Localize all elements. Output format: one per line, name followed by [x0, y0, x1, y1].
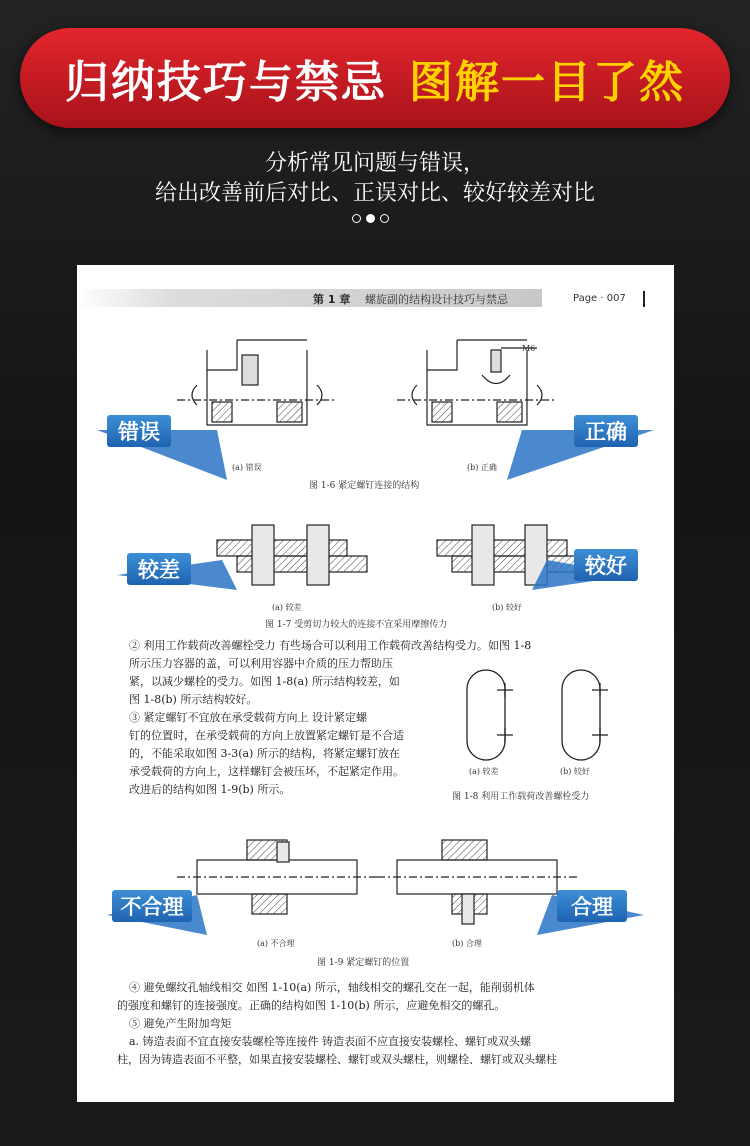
paragraph-2-line: 图 1-8(b) 所示结构较好。 [129, 693, 258, 706]
paragraph-2-line: 所示压力容器的盖，可以利用容器中介质的压力帮助压 [129, 657, 393, 670]
fig18-label-a: (a) 较差 [469, 767, 499, 776]
paragraph-3-line: 钉的位置时，在承受载荷的方向上放置紧定螺钉是不合适 [129, 729, 404, 742]
tag-better: 较好 [574, 549, 638, 581]
page-number-bar [643, 291, 645, 307]
paragraph-4-line: ④ 避免螺纹孔轴线相交 如图 1-10(a) 所示，轴线相交的螺孔交在一起，能削弱机体 [129, 981, 535, 994]
fig17-label-b: (b) 较好 [492, 603, 522, 612]
paragraph-5-line: a. 铸造表面不宜直接安装螺栓等连接件 铸造表面不应直接安装螺栓、螺钉或双头螺 [129, 1035, 532, 1048]
fig16-label-a: (a) 错误 [232, 463, 262, 472]
fig17-caption: 图 1-7 受剪切力较大的连接不宜采用摩擦传力 [265, 620, 448, 630]
chapter-title: 螺旋副的结构设计技巧与禁忌 [365, 293, 508, 306]
fig19-label-a: (a) 不合理 [257, 939, 295, 948]
tag-worse: 较差 [127, 553, 191, 585]
carousel-dot[interactable] [352, 214, 361, 223]
carousel-dot[interactable] [380, 214, 389, 223]
figure-1-9 [77, 820, 674, 950]
fig17-label-a: (a) 较差 [272, 603, 302, 612]
fig19-label-b: (b) 合理 [452, 939, 482, 948]
tag-unreasonable: 不合理 [112, 890, 192, 922]
figure-1-8 [457, 665, 627, 765]
promo-banner [20, 28, 730, 128]
paragraph-3-line: 改进后的结构如图 1-9(b) 所示。 [129, 783, 291, 796]
paragraph-3-line: 的，不能采取如图 3-3(a) 所示的结构，将紧定螺钉放在 [129, 747, 400, 760]
subtitle-line-2: 给出改善前后对比、正误对比、较好较差对比 [154, 181, 595, 206]
banner-title: 归纳技巧与禁忌 [65, 57, 387, 108]
fig16-m6-label: M6 [522, 344, 536, 353]
paragraph-2-line: ② 利用工作载荷改善螺栓受力 有些场合可以利用工作载荷改善结构受力。如图 1-8 [129, 639, 532, 652]
fig18-caption: 图 1-8 利用工作载荷改善螺栓受力 [452, 792, 590, 802]
fig16-label-b: (b) 正确 [467, 463, 497, 472]
fig19-caption: 图 1-9 紧定螺钉的位置 [317, 958, 410, 968]
fig16-caption: 图 1-6 紧定螺钉连接的结构 [309, 481, 420, 491]
paragraph-2-line: 紧，以减少螺栓的受力。如图 1-8(a) 所示结构较差，如 [129, 675, 400, 688]
fig18-label-b: (b) 较好 [560, 767, 590, 776]
tag-wrong: 错误 [107, 415, 171, 447]
tag-reasonable: 合理 [557, 890, 627, 922]
book-page [77, 265, 674, 1102]
page-number: Page · 007 [573, 293, 626, 304]
figure-1-6 [77, 320, 674, 480]
carousel-dot-active[interactable] [366, 214, 375, 223]
carousel-indicator [352, 214, 389, 223]
paragraph-4-line: 的强度和螺钉的连接强度。正确的结构如图 1-10(b) 所示，应避免相交的螺孔。 [117, 999, 506, 1012]
banner-highlight: 图解一目了然 [409, 57, 685, 108]
paragraph-5-heading: ⑤ 避免产生附加弯矩 [129, 1017, 232, 1030]
chapter-number: 第 1 章 [313, 293, 351, 306]
tag-correct: 正确 [574, 415, 638, 447]
paragraph-5-line: 柱，因为铸造表面不平整，如果直接安装螺栓、螺钉或双头螺柱，则螺栓、螺钉或双头螺柱 [117, 1053, 557, 1066]
paragraph-3-line: 承受载荷的方向上，这样螺钉会被压坏，不起紧定作用。 [129, 765, 404, 778]
subtitle-line-1: 分析常见问题与错误， [264, 151, 485, 176]
paragraph-3-line: ③ 紧定螺钉不宜放在承受载荷方向上 设计紧定螺 [129, 711, 367, 724]
